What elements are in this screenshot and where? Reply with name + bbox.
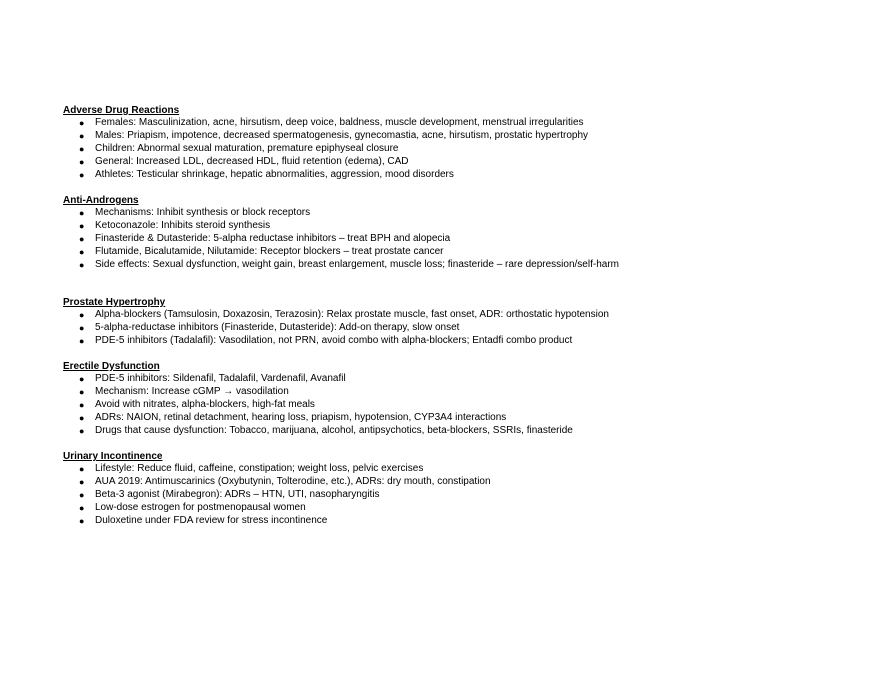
list-item-text: Children: Abnormal sexual maturation, premature epiphyseal closure [95,142,399,154]
bullet-icon: ● [79,386,85,397]
list-item [63,322,843,335]
list-item-text: Ketoconazole: Inhibits steroid synthesis [95,219,271,231]
bullet-icon: ● [79,399,85,410]
section-heading: Urinary Incontinence [63,451,163,462]
list-item-text: Flutamide, Bicalutamide, Nilutamide: Receptor blockers – treat prostate cancer [95,245,444,257]
bullet-icon: ● [79,259,85,270]
list-item-text: 5-alpha-reductase inhibitors (Finasteride, Dutasteride): Add-on therapy, slow onset [95,321,460,333]
bullet-list [63,463,843,527]
bullet-icon: ● [79,374,85,384]
bullet-list [63,117,843,181]
section-heading: Prostate Hypertrophy [63,297,166,308]
bullet-icon: ● [79,476,85,487]
list-item [63,425,843,438]
section-erectile-dysfunction [63,360,843,437]
bullet-icon: ● [79,169,85,180]
bullet-icon: ● [79,143,85,154]
list-item [63,309,843,322]
list-item-text: Finasteride & Dutasteride: 5-alpha reductase inhibitors – treat BPH and alopecia [95,232,451,244]
list-item-text: Males: Priapism, impotence, decreased spermatogenesis, gynecomastia, acne, hirsutism, prostatic hypertrophy [95,129,589,141]
bullet-icon: ● [79,412,85,423]
list-item [63,246,843,259]
list-item-text: Side effects: Sexual dysfunction, weight gain, breast enlargement, muscle loss; finasteride – rare depression/self-harm [95,258,619,270]
list-item-text: Beta-3 agonist (Mirabegron): ADRs – HTN, UTI, nasopharyngitis [95,488,380,500]
bullet-icon: ● [79,464,85,474]
list-item-text: General: Increased LDL, decreased HDL, fluid retention (edema), CAD [95,155,409,167]
list-item [63,143,843,156]
list-item [63,259,843,272]
list-item [63,169,843,182]
list-item-text: PDE-5 inhibitors (Tadalafil): Vasodilation, not PRN, avoid combo with alpha-blockers; Entadfi combo product [95,334,573,346]
bullet-list [63,207,843,271]
bullet-icon: ● [79,515,85,526]
section-prostate-hypertrophy [63,296,843,348]
list-item-text: Athletes: Testicular shrinkage, hepatic abnormalities, aggression, mood disorders [95,168,454,180]
list-item-text: Duloxetine under FDA review for stress incontinence [95,514,328,526]
section-heading: Anti-Androgens [63,195,139,206]
list-item [63,412,843,425]
list-item-text: Low-dose estrogen for postmenopausal women [95,501,306,513]
bullet-icon: ● [79,425,85,436]
list-item-text: Drugs that cause dysfunction: Tobacco, marijuana, alcohol, antipsychotics, beta-blockers, SSRIs, finasteride [95,424,573,436]
section-adverse-drug-reactions [63,104,843,181]
section-anti-androgens [63,194,843,271]
list-item [63,386,843,399]
bullet-list [63,373,843,437]
list-item-text: ADRs: NAION, retinal detachment, hearing loss, priapism, hypotension, CYP3A4 interactions [95,411,507,423]
bullet-icon: ● [79,220,85,231]
list-item [63,502,843,515]
bullet-icon: ● [79,118,85,128]
list-item [63,515,843,528]
list-item-text: Mechanism: Increase cGMP → vasodilation [95,385,289,397]
list-item [63,399,843,412]
bullet-icon: ● [79,335,85,346]
list-item [63,220,843,233]
bullet-list [63,309,843,348]
list-item [63,463,843,476]
list-item [63,233,843,246]
bullet-icon: ● [79,502,85,513]
bullet-icon: ● [79,156,85,167]
list-item [63,335,843,348]
bullet-icon: ● [79,322,85,333]
list-item [63,207,843,220]
bullet-icon: ● [79,130,85,141]
list-item-text: Avoid with nitrates, alpha-blockers, high-fat meals [95,398,315,410]
list-item [63,156,843,169]
list-item [63,117,843,130]
list-item-text: PDE-5 inhibitors: Sildenafil, Tadalafil, Vardenafil, Avanafil [95,373,346,384]
list-item-text: Females: Masculinization, acne, hirsutism, deep voice, baldness, muscle development, menstrual irregularities [95,117,584,128]
list-item-text: Lifestyle: Reduce fluid, caffeine, constipation; weight loss, pelvic exercises [95,463,424,474]
bullet-icon: ● [79,208,85,218]
list-item [63,373,843,386]
list-item-text: Mechanisms: Inhibit synthesis or block receptors [95,207,311,218]
bullet-icon: ● [79,246,85,257]
list-item-text: AUA 2019: Antimuscarinics (Oxybutynin, Tolterodine, etc.), ADRs: dry mouth, constipation [95,475,491,487]
list-item [63,476,843,489]
list-item [63,130,843,143]
list-item-text: Alpha-blockers (Tamsulosin, Doxazosin, Terazosin): Relax prostate muscle, fast onset, ADR: orthostatic hypotension [95,309,609,320]
bullet-icon: ● [79,233,85,244]
section-urinary-incontinence [63,450,843,527]
bullet-icon: ● [79,489,85,500]
section-heading: Adverse Drug Reactions [63,105,180,116]
section-heading: Erectile Dysfunction [63,361,160,372]
bullet-icon: ● [79,310,85,320]
list-item [63,489,843,502]
